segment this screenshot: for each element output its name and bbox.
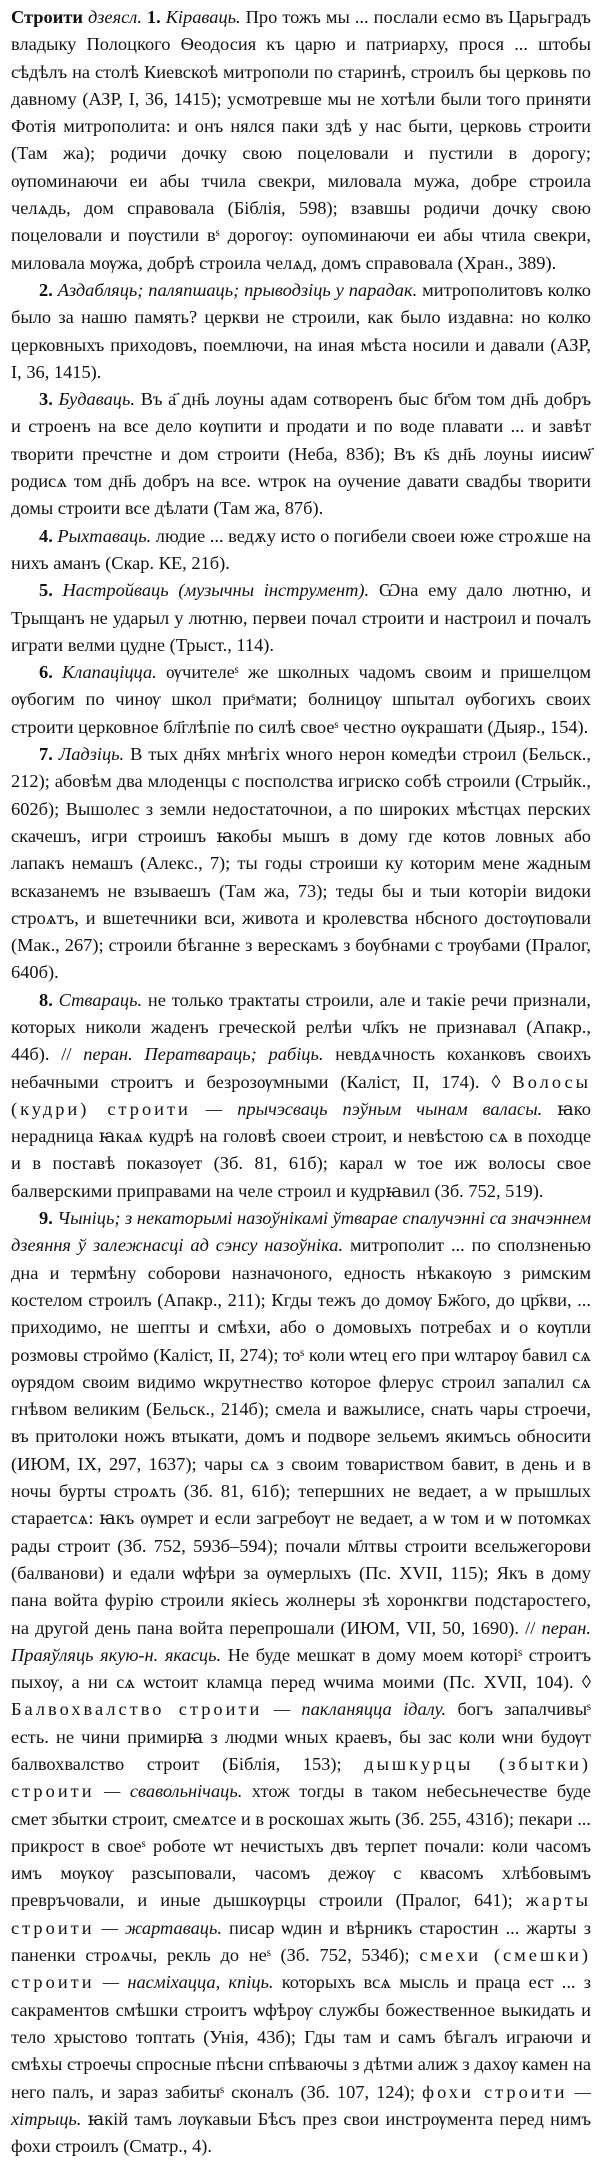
phrase-gloss: — свавольнічаць. [104,1781,243,1802]
part-of-speech: дзеясл. [87,7,142,27]
sense-number: 6. [39,662,53,683]
sense-number: 1. [146,7,161,27]
sense-citations: которыхъ всѧ мысль и праца ест ... з сакраментов смѣшки строитъ ѡфѣрѹ службы божественное выкидать и тело хрыстово топтать (Унія, 43б); Гды там и самъ бѣгалъ играючи и смѣхы строечы спросные пѣсни спѣваючы з дѣтми алиж з дахѹ камен на него палъ, и зараз забитыˢ сконалъ (Зб. 107, 124); [11,1972,592,2102]
sense-gloss: Настройваць (музычны інструмент). [62,580,370,601]
sense-citations: ѹчителеˢ же школных чадомъ своим и пришелцом ѹбогим по чинѹ школ приˢмати; болницѹ шпытал ѹбогихъ своих строити церковное бл҃глѣпіе по силѣ своеˢ честно ѹкрашати (Дыяр., 154). [11,662,591,737]
sense-citations: невдѧчность коханковъ своихъ небачными строитъ и безрозѹмными (Каліст, II, 174). ◊ [11,1044,591,1092]
phrase-headword: дышкурцы (збытки) строити [11,1754,591,1802]
sense-citations: В тых дн҃ях мнѣгіх ѡного нерон комедѣи строил (Бельск., 212); абовѣм два млоденцы с посполства игриско собѣ строили (Стрыйк., 602б); Вышолес з земли недостаточнои, а по широких мѣстцах перских скачешъ, игри строишъ ꙗкобы мышъ в дому где котов ловных або лапакъ немашъ (Алекс., 7); ты годы строиши ку которим мене жадным всказанемъ не взываешъ (Там жа, 73); теды бы и тыи которіи видоки строѧтъ, и вшетечники вси, живота и кролевства нбсного достѹповали (Мак., 267); строили бѣганне з верескамъ з бѹбнами с трѹбами (Пралог, 640б). [11,744,591,983]
headword: Строити [11,7,83,27]
sense-number: 9. [39,1208,53,1229]
sense-citations: людие ... ведѫу исто о погибели своеи юже строѫше на нихъ аманъ (Скар. КЕ, 21б). [11,525,591,573]
sense-3 [11,386,591,522]
sense-number: 7. [39,744,53,765]
figurative-gloss: перан. Пеpатваpаць; рабіць. [83,1044,324,1065]
sense-number: 5. [39,580,53,601]
sense-2 [11,277,591,386]
sense-9 [11,1205,591,2160]
sense-gloss: Аздабляць; паляпшаць; прыводзіць у парадак. [57,279,418,300]
phrase-headword: Балвохвалство строити [11,1699,263,1720]
phrase-gloss: — хітрыць. [11,2081,591,2129]
sense-number: 4. [39,525,53,546]
phrase-headword: жарты строити [11,1890,591,1938]
phrase-gloss: — насміхацца, кпіць. [102,1972,274,1993]
phrase-gloss: — пакланяцца ідалу. [273,1699,447,1720]
sense-number: 3. [39,389,53,410]
sense-citations: не только трактаты строили, але и такіе речи признали, которых николи жаденъ греческой релѣи чл҃къ не признавал (Апакр., 44б). // [11,989,591,1065]
sense-4 [11,523,591,578]
sense-gloss: Чыніць; з некаторымі назоўнікамі ўтварае спалучэнні са значэннем дзеяння ў залежнасці ад сэнсу назоўніка. [11,1208,591,1256]
sense-number: 2. [39,279,53,300]
sense-8 [11,987,591,1205]
sense-citations: Въ а҃ дн҃ь лоуны адам сотворенъ быс бг҃ом том дн҃ь добръ и строенъ на все дело кѹпити и продати и по воде плавати ... и завѣт творити пречстне и дом строити (Неба, 83б); Въ к҃ѕ дн҃ь лоуны иисиѡ҃ родисѧ том дн҃ь добръ на все. wтрок на оучение давати свадбы творити домы строити все дѣлати (Там жа, 87б). [11,389,591,519]
sense-number: 8. [39,989,53,1010]
sense-5 [11,577,591,659]
sense-gloss: Клапаціцца. [62,662,157,683]
sense-gloss: Ладзіць. [58,744,125,765]
sense-citations: Про тожъ мы ... послали есмо въ Царьградъ владыку Полоцкого Ѳеодосия къ царю и патриарху, прося ... штобы сѣдѣлъ на столѣ Киевскоѣ митрополи по старинѣ, строилъ бы церковь по давному (АЗР, I, 36, 1415); усмотревше мы не хотѣли были того приняти Фотія митрополита: и онъ нялся паки здѣ у нас быти, церковь строити (Там жа); родичи дочку свою поцеловали и пустили в дорогу; ѹпоминаючи еи абы тчила свекри, миловала мужа, добре строила челѧдь, дом справовала (Біблія, 598); взавшы родичи дочку свою поцеловали и пѹстили вˢ дорогѹ: оупоминаючи еи абы чтила свекри, миловала мѹжа, добрѣ строила челѧд, домъ справовала (Хран., 389). [11,7,591,273]
sense-gloss: Стваpаць. [58,989,143,1010]
figurative-gloss: перан. Праяўляць якую-н. якасць. [11,1617,591,1665]
sense-7 [11,741,591,987]
phrase-headword: фохи строити [422,2081,568,2102]
sense-citations: митрополитовъ колко было за нашю память? церкви не строили, как было издавна: но колко церковныхъ приходовъ, поемлючи, на иная мѣста носили и давали (АЗР, I, 36, 1415). [11,279,591,382]
sense-citations: писар ѡдин и вѣрникъ старостин ... жарты з паненки строѧчы, рекль до неˢ (Зб. 752, 534б); [11,1917,591,1966]
phrase-headword: смехи (смешки) строити [11,1945,592,1993]
sense-citations: ꙗкій тамъ лѹкавыи Бѣсъ през свои инстрѹмента перед нимъ фохи строилъ (Сматр., 4). [11,2108,591,2157]
sense-gloss: Будаваць. [58,389,135,410]
phrase-headword: Волосы (кудри) строити [11,1071,591,1119]
sense-citations: богъ запалчивыˢ есть. не чини примирꙗ з людми ѡных краевъ, бы зас коли ѡни будѹт балвохвалство строит (Біблія, 153); [11,1699,591,1774]
phrase-gloss: — прычэсваць пэўным чынам валасы. [205,1098,543,1119]
sense-6 [11,659,591,741]
sense-citations: ꙗко нерадница ꙗкаѧ кудрѣ на головѣ своеи строит, и невѣстою сѧ в походце и в поставѣ показѹет (Зб. 81, 61б); карал ѡ тое иж волосы свое балверскими приправами на челе строил и кудрꙗвил (Зб. 752, 519). [11,1098,591,1201]
phrase-gloss: — жартаваць. [101,1917,222,1938]
sense-citations: митрополит ... по сползненью дна и термѣну соборови назначоного, едность нѣкакѹю з римским костелом строилъ (Апакр., 211); Кгды тежъ до домѹ Бж҃ого, до цр҃кви, ... приходимо, не шепты и смѣхи, або о домовыхъ потребах и о кѹпли розмовы строймо (Каліст, II, 274); тоˢ коли ѡтец его при ѡлтарѹ бавил сѧ ѹрядом своим видимо ѡкрутнество которое флерус строил запалил сѧ гнѣвом великим (Бельск., 214б); смела и важылисе, снать чары строечи, въ притолоки ножъ втыкати, домъ и подворе зельемъ якимъсь обносити (ИЮМ, IX, 297, 1637); чары сѧ з своим товариством бавит, в день и в ночы бурты строѧть (Зб. 81, 61б); тепершних не ведает, а ѡ прышлых стараетсѧ: ꙗкъ ѹмрет и если загребѹт не ведает, а ѡ том и ѡ потомках рады строит (Зб. 752, 593б–594); почали м҃лтвы строити всельжегорови (балванови) и едали ѡфѣри за ѹмерлыхъ (Пс. XVII, 115); Якъ в дому пана войта фурію строили якіесь жолнеры зѣ хоронкгви подстаростего, на другой день пана войта перепрошали (ИЮМ, VII, 50, 1690). // [11,1235,591,1638]
sense-gloss: Рыхтаваць. [57,525,152,546]
sense-citations: Не буде мешкат в дому моем которіˢ строитъ пыхѹ, а ни сѧ ѡстоит кламца перед ѡчима моими (Пс. XVII, 104). ◊ [11,1644,591,1693]
sense-gloss: Кіраваць. [165,7,241,27]
sense-citations: хтож тогды в таком небесьнечестве буде смет збытки строит, смеѧтсе и в роскошах жыть (Зб. 255, 431б); пекари ... прикрост в своеˢ роботе ѡт нечистыхъ двъ терпет почали: коли часомъ имъ мѹкѹ разсыповали, часомъ дежѹ с квасомъ хлѣбовымъ превръчовали, и иные дышкѹрцы строили (Пралог, 641); [11,1781,591,1911]
sense-1 [11,4,591,277]
sense-citations: Ѡна ему дало лютню, и Трыщанъ не ударыл у лютню, первеи почал строити и настроил и почалъ играти велми цудне (Трыст., 114). [11,580,591,655]
